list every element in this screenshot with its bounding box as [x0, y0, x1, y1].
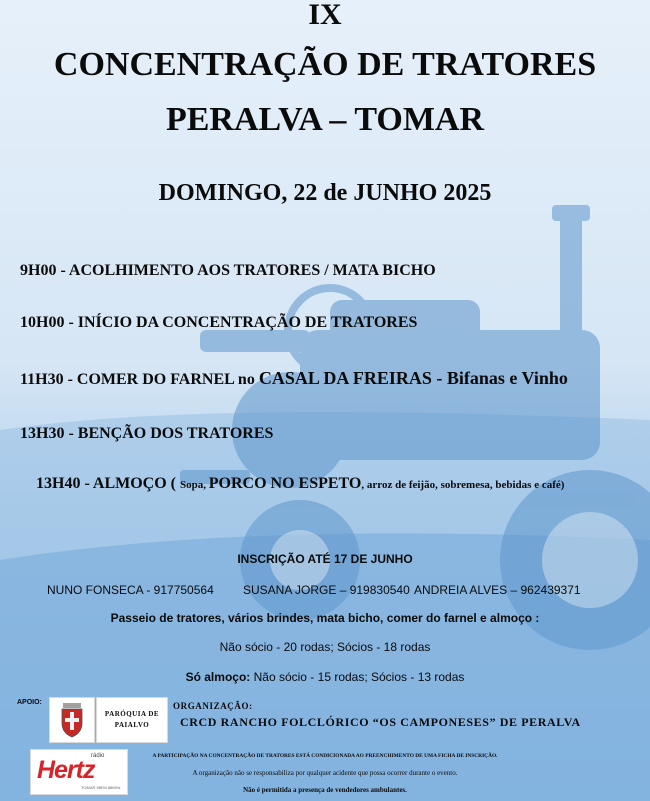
schedule-item-1000: 10H00 - INÍCIO DA CONCENTRAÇÃO DE TRATORES — [20, 314, 418, 331]
schedule-item-1130-highlight: CASAL DA FREIRAS - Bifanas e Vinho — [258, 368, 568, 388]
municipality-crest-logo — [49, 697, 95, 743]
radio-logo-small: rádio — [91, 753, 105, 759]
footer-note-vendors: Não é permitida a presença de vendedores ambulantes. — [243, 786, 407, 794]
schedule-item-1340 — [36, 475, 564, 493]
organization-label: ORGANIZAÇÃO: — [173, 701, 253, 711]
pricing-lunch-label: Só almoço: — [185, 670, 251, 684]
schedule-item-1330: 13H30 - BENÇÃO DOS TRATORES — [20, 425, 274, 442]
footer-note-liability: A organização não se responsabiliza por qualquer acidente que possa ocorrer durante o evento. — [192, 769, 458, 777]
event-date: DOMINGO, 22 de JUNHO 2025 — [158, 180, 492, 206]
organizer-name: CRCD RANCHO FOLCLÓRICO “OS CAMPONESES” DE PERALVA — [180, 715, 581, 729]
pricing-lunch — [0, 670, 650, 684]
contact-susana: SUSANA JORGE – 919830540 — [243, 583, 410, 597]
registration-deadline: INSCRIÇÃO ATÉ 17 DE JUNHO — [237, 552, 413, 566]
crest-icon — [50, 698, 94, 742]
schedule-item-1340-small-b: , arroz de feijão, sobremesa, bebidas e café) — [361, 479, 565, 491]
pricing-lunch-value: Não sócio - 15 rodas; Sócios - 13 rodas — [250, 670, 465, 684]
contact-andreia: ANDREIA ALVES – 962439371 — [414, 583, 581, 597]
schedule-item-1130 — [20, 368, 568, 389]
support-label: APOIO: — [17, 699, 42, 706]
parish-logo — [96, 697, 168, 743]
pricing-intro: Passeio de tratores, vários brindes, mata bicho, comer do farnel e almoço : — [110, 611, 540, 625]
radio-logo-sub: TOMAR 98FM 88MHz — [81, 785, 121, 790]
schedule-item-1340-small-a: Sopa, — [180, 479, 209, 491]
footer-note-registration: A PARTICIPAÇÃO NA CONCENTRAÇÃO DE TRATORES ESTÁ CONDICIONADA AO PREENCHIMENTO DE UMA FICHA DE INSCRIÇÃO. — [152, 753, 498, 759]
pricing-full: Não sócio - 20 rodas; Sócios - 18 rodas — [219, 640, 431, 654]
event-location: PERALVA – TOMAR — [165, 101, 485, 138]
schedule-item-1340-highlight: PORCO NO ESPETO — [208, 475, 362, 492]
schedule-item-0900: 9H00 - ACOLHIMENTO AOS TRATORES / MATA BICHO — [20, 262, 436, 279]
page-title: CONCENTRAÇÃO DE TRATORES — [53, 46, 597, 83]
contact-nuno: NUNO FONSECA - 917750564 — [47, 583, 214, 597]
edition-number: IX — [308, 0, 342, 31]
parish-logo-text: PARÓQUIA DE PAIALVO — [104, 710, 160, 729]
schedule-item-1340-lead: 13H40 - ALMOÇO ( — [36, 475, 180, 492]
radio-logo-name: Hertz — [37, 756, 95, 784]
schedule-item-1130-lead: 11H30 - COMER DO FARNEL no — [20, 371, 259, 388]
